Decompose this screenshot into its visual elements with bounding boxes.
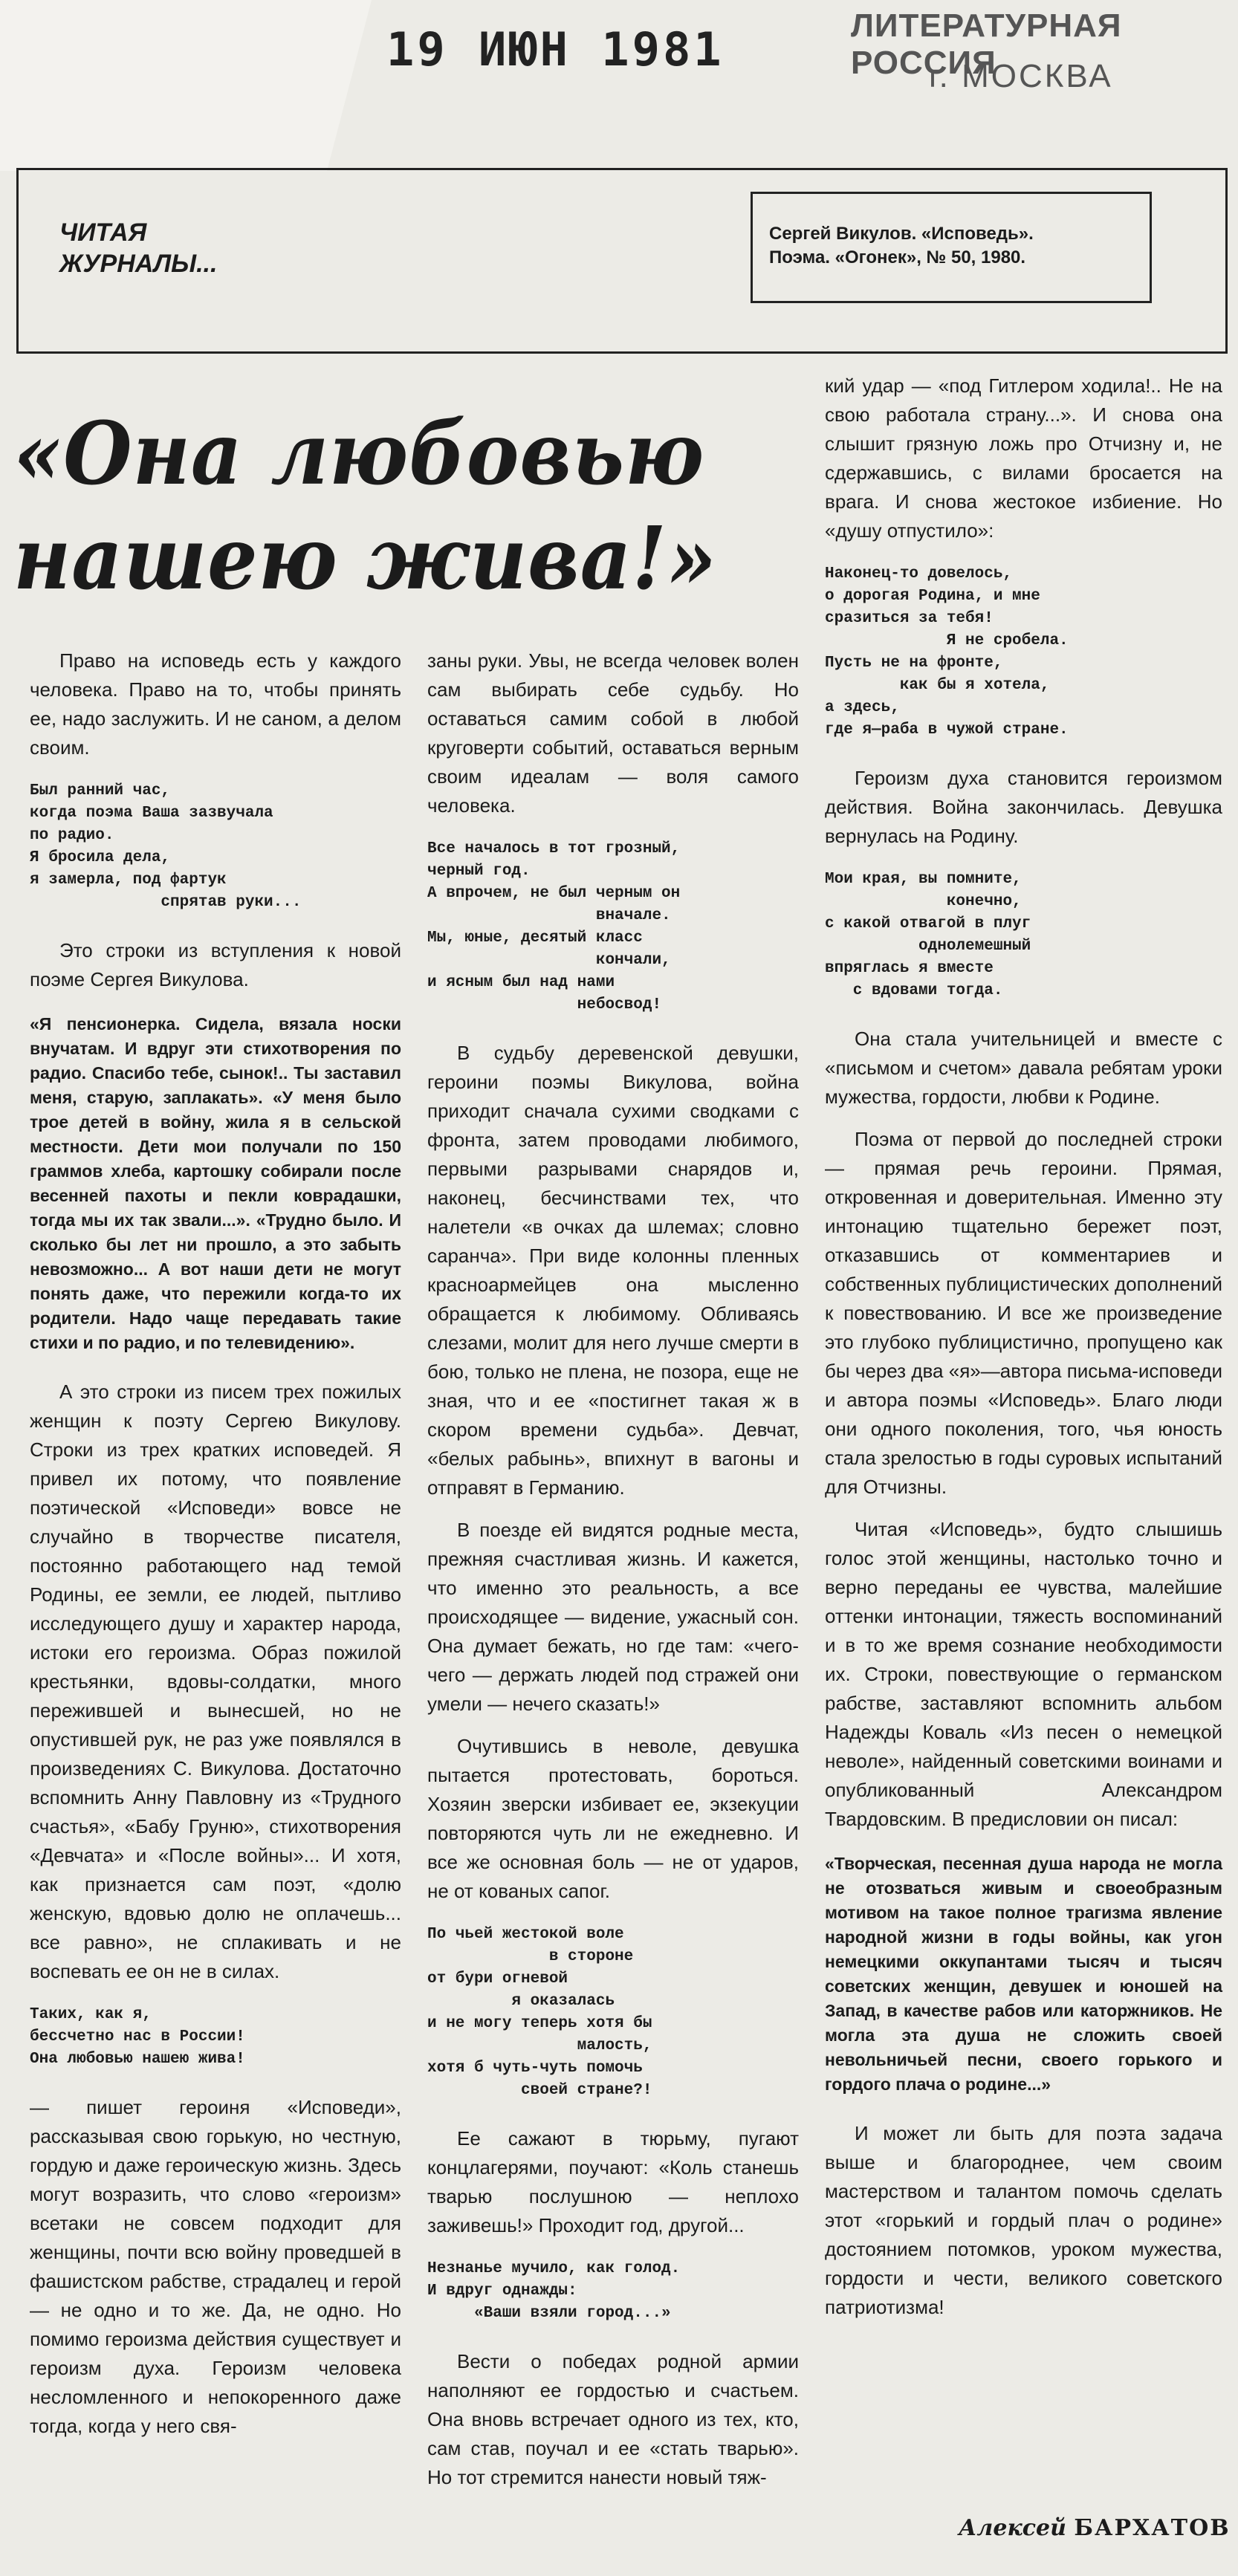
tvardovsky-quote: «Творческая, песенная душа народа не могла не отозваться живым и своеобразным мотивом на такое полное трагизма явление народной жизни в годы войны, как угон немецкими оккупантами тысяч и тысяч советских женщин, девушек и юношей на Запад, в качестве рабов или каторжников. Не могла эта душа не сложить своей невольничьей песни, своего горького и гордого плача о родине...» <box>825 1854 1222 2094</box>
verse-quote: По чьей жестокой воле в стороне от бури огневой я оказалась и не могу теперь хотя бы малость, хотя б чуть-чуть помочь своей стране?! <box>427 1926 652 2099</box>
verse-quote: Все началось в тот грозный, черный год. А впрочем, не был черным он вначале. Мы, юные, десятый класс кончали, и ясным был над нами небосвод! <box>427 840 681 1013</box>
rubric-line: ЖУРНАЛЫ... <box>59 250 218 278</box>
byline <box>959 2515 1231 2541</box>
author-surname: БАРХАТОВ <box>1074 2515 1231 2541</box>
paragraph: Читая «Исповедь», будто слышишь голос этой женщины, настолько точно и верно переданы ее чувства, малейшие оттенки интонации, тяжесть воспоминаний и в то же время сознание необходимости их. Строки, повествующие о германском рабстве, заставляют вспомнить альбом Надежды Коваль «Из песен о немецкой неволе», найденный советскими воинами и опубликованный Александром Твардовским. В предисловии он писал: <box>825 1518 1222 1830</box>
city-stamp: г. МОСКВА <box>929 58 1113 94</box>
newspaper-stamp: ЛИТЕРАТУРНАЯ РОССИЯ <box>851 7 1122 81</box>
paragraph: Право на исповедь есть у каждого человека. Право на то, чтобы принять ее, надо заслужить. И не саном, а делом своим. <box>30 649 401 759</box>
paragraph: Вести о победах родной армии наполняют ее гордостью и счастьем. Она вновь встречает одного из тех, кто, сам став, поучал и ее «стать тварью». Но тот стремится нанести новый тяж- <box>427 2350 799 2488</box>
paragraph: Это строки из вступления к новой поэме Сергея Викулова. <box>30 939 401 990</box>
letter-quotes: «Я пенсионерка. Сидела, вязала носки внучатам. И вдруг эти стихотворения по радио. Спасибо тебе, сынок!.. Ты заставил меня, старую, заплакать». «У меня было трое детей в войну, жила я в сельской местности. Дети мои получали по 150 граммов хлеба, картошку собирали после весенней пахоты и пекли коврадашки, тогда мы их так звали...». «Трудно было. И сколько бы лет ни прошло, а это забыть невозможно... А вот наши дети не могут понять даже, что пережили когда-то их родители. Надо чаще передавать такие стихи и по радио, и по телевидению». <box>30 1014 401 1352</box>
paragraph: Она стала учительницей и вместе с «письмом и счетом» давала ребятам уроки мужества, гордости, любви к Родине. <box>825 1028 1222 1108</box>
verse-quote: Таких, как я, бессчетно нас в России! Она любовью нашею жива! <box>30 2006 245 2068</box>
source-line: Поэма. «Огонек», № 50, 1980. <box>769 247 1026 267</box>
rubric <box>59 217 217 279</box>
column-1 <box>30 646 401 2454</box>
paragraph: Героизм духа становится героизмом действия. Война закончилась. Девушка вернулась на Родину. <box>825 767 1222 847</box>
verse-quote: Наконец-то довелось, о дорогая Родина, и мне сразиться за тебя! Я не сробела. Пусть не на фронте, как бы я хотела, а здесь, где я—раба в чужой стране. <box>825 565 1069 739</box>
verse-quote: Был ранний час, когда поэма Ваша зазвучала по радио. Я бросила дела, я замерла, под фартук спрятав руки... <box>30 782 302 911</box>
paragraph: В поезде ей видятся родные места, прежняя счастливая жизнь. И кажется, что именно это реальность, а все происходящее — видение, ужасный сон. Она думает бежать, но где там: «чего-чего — держать людей под стражей они умели — нечего сказать!» <box>427 1519 799 1715</box>
date-stamp: 19 ИЮН 1981 <box>386 22 725 77</box>
column-3 <box>825 372 1222 2335</box>
paragraph: кий удар — «под Гитлером ходила!.. Не на свою работала страну...». И снова она слышит грязную ложь про Отчизну и, не сдержавшись, с вилами бросается на врага. И снова жестокое избиение. Но «душу отпустило»: <box>825 374 1222 542</box>
paragraph: В судьбу деревенской девушки, героини поэмы Викулова, война приходит сначала сухими сводками с фронта, затем проводами любимого, первыми разрывами снарядов и, наконец, бесчинствами тех, что налетели «в очках да шлемах; словно саранча». При виде колонны пленных красноармейцев она мысленно обращается к любимому. Обливаясь слезами, молит для него лучше смерти в бою, только не плена, не позора, еще не зная, что и ее «постигнет такая ж в скором времени судьба». Девчат, «белых рабынь», впихнут в вагоны и отправят в Германию. <box>427 1042 799 1499</box>
article-headline <box>13 401 801 611</box>
source-line: Сергей Викулов. «Исповедь». <box>769 224 1034 244</box>
paragraph: заны руки. Увы, не всегда человек волен сам выбирать себе судьбу. Но оставаться самим собой в любой круговерти событий, оставаться верным своим идеалам — воля самого человека. <box>427 649 799 817</box>
paragraph: А это строки из писем трех пожилых женщин к поэту Сергею Викулову. Строки из трех кратких исповедей. Я привел их потому, что появление поэтической «Исповеди» вовсе не случайно в творчестве писателя, постоянно работающего над темой Родины, ее земли, ее людей, пытливо исследующего душу и характер народа, истоки его героизма. Образ пожилой крестьянки, вдовы-солдатки, много пережившей и вынесшей, но не опустившей рук, не раз уже появлялся в произведениях С. Викулова. Достаточно вспомнить Анну Павловну из «Трудного счастья», «Бабу Груню», стихотворения «Девчата» и «После войны»... И хотя, как признается сам поэт, «долю женскую, вдовью долю не оплачешь... все равно», не сплакивать и не воспевать ее он не в силах. <box>30 1381 401 1982</box>
verse-quote: Мои края, вы помните, конечно, с какой отвагой в плуг однолемешный впряглась я вместе с вдовами тогда. <box>825 871 1031 999</box>
rubric-line: ЧИТАЯ <box>59 218 147 247</box>
headline-line: «Она любовью <box>13 402 705 505</box>
paragraph: И может ли быть для поэта задача выше и благороднее, чем своим мастерством и талантом помочь сделать этот «горький и гордый плач о родине» достоянием потомков, уроком мужества, гордости и чести, великого советского патриотизма! <box>825 2122 1222 2318</box>
paragraph: Поэма от первой до последней строки — прямая речь героини. Прямая, откровенная и доверительная. Именно эту интонацию тщательно бережет поэт, отказавшись от комментариев и собственных публицистических дополнений к повествованию. И все же произведение это глубоко публицистично, пропущено как бы через два «я»—автора письма-исповеди и автора поэмы «Исповедь». Благо люди они одного поколения, того, чья юность стала зрелостью в годы суровых испытаний для Отчизны. <box>825 1128 1222 1498</box>
column-2 <box>427 646 799 2505</box>
paragraph: — пишет героиня «Исповеди», рассказывая свою горькую, но честную, гордую и даже героическую жизнь. Здесь могут возразить, что слово «героизм» всетаки не совсем подходит для женщины, почти всю войну проведшей в фашистском рабстве, страдалец и герой — не одно и то же. Да, не одно. Но помимо героизма действия существует и героизм духа. Героизм человека несломленного и непокоренного даже тогда, когда у него свя- <box>30 2096 401 2437</box>
paragraph: Очутившись в неволе, девушка пытается протестовать, бороться. Хозяин зверски избивает ее, экзекуции повторяются чуть ли не ежедневно. И все же основная боль — не от ударов, не от кованых сапог. <box>427 1735 799 1902</box>
verse-quote: Незнанье мучило, как голод. И вдруг однажды: «Ваши взяли город...» <box>427 2260 681 2322</box>
source-box <box>751 192 1152 303</box>
paragraph: Ее сажают в тюрьму, пугают концлагерями, поучают: «Коль станешь тварью послушною — неплохо заживешь!» Проходит год, другой... <box>427 2127 799 2236</box>
author-name: Алексей <box>959 2515 1066 2541</box>
headline-line: нашею жива!» <box>13 506 718 609</box>
